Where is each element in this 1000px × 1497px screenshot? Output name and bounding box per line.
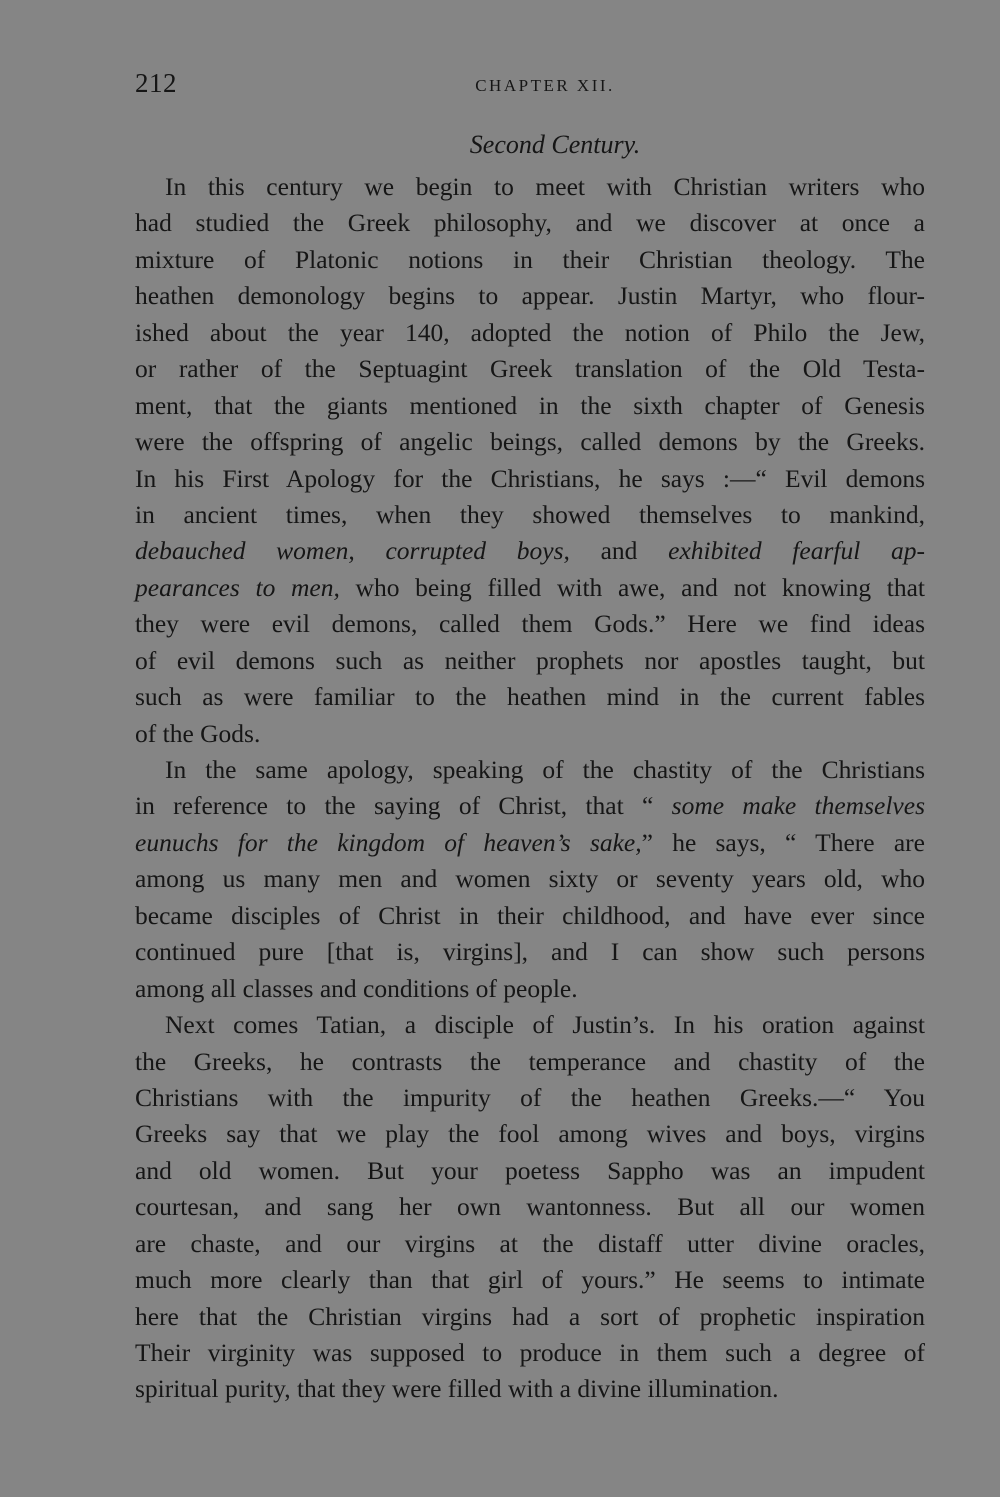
page-number: 212 bbox=[135, 68, 177, 98]
italic-text: debauched women, corrupted boys, bbox=[135, 536, 570, 566]
text-line: Next comes Tatian, a disciple of Justin’s. In his oration against bbox=[165, 1010, 925, 1040]
text-line: ished about the year 140, adopted the notion of Philo the Jew, bbox=[135, 317, 925, 347]
text-line: mixture of Platonic notions in their Christian theology. The bbox=[135, 244, 925, 274]
text-segment: who being filled with awe, and not knowing that bbox=[339, 572, 925, 602]
text-line: In this century we begin to meet with Christian writers who bbox=[165, 172, 925, 201]
page-header bbox=[135, 68, 925, 104]
italic-text: eunuchs for the kingdom of heaven’s sake, bbox=[135, 827, 642, 857]
text-line: courtesan, and sang her own wantonness. But all our women bbox=[135, 1192, 925, 1222]
text-segment: and bbox=[569, 536, 669, 566]
text-line: of the Gods. bbox=[135, 718, 261, 748]
text-line: or rather of the Septuagint Greek translation of the Old Testa- bbox=[135, 354, 925, 384]
text-line: of evil demons such as neither prophets nor apostles taught, but bbox=[135, 645, 925, 675]
body-text bbox=[135, 169, 925, 1408]
text-line: much more clearly than that girl of yours.” He seems to intimate bbox=[135, 1265, 925, 1295]
text-line: are chaste, and our virgins at the distaff utter divine oracles, bbox=[135, 1228, 925, 1258]
italic-text: pearances to men, bbox=[135, 572, 340, 602]
italic-text: exhibited fearful ap- bbox=[668, 536, 925, 566]
text-line: such as were familiar to the heathen mind in the current fables bbox=[135, 682, 925, 712]
text-segment: in reference to the saying of Christ, that “ bbox=[135, 791, 672, 821]
text-line: Greeks say that we play the fool among wives and boys, virgins bbox=[135, 1119, 925, 1149]
text-line: ment, that the giants mentioned in the sixth chapter of Genesis bbox=[135, 390, 925, 420]
text-line bbox=[135, 825, 925, 861]
text-line: were the offspring of angelic beings, called demons by the Greeks. bbox=[135, 427, 925, 457]
text-segment: ” he says, “ There are bbox=[641, 827, 925, 857]
text-line: In his First Apology for the Christians, he says :—“ Evil demons bbox=[135, 463, 925, 493]
text-line: In the same apology, speaking of the chastity of the Christians bbox=[165, 755, 925, 784]
text-line: Christians with the impurity of the heathen Greeks.—“ You bbox=[135, 1082, 925, 1112]
text-line: continued pure [that is, virgins], and I can show such persons bbox=[135, 937, 925, 967]
text-line bbox=[135, 533, 925, 569]
italic-text: some make themselves bbox=[671, 791, 925, 821]
text-line: had studied the Greek philosophy, and we discover at once a bbox=[135, 208, 925, 238]
text-line: among us many men and women sixty or seventy years old, who bbox=[135, 864, 925, 894]
text-line: became disciples of Christ in their childhood, and have ever since bbox=[135, 900, 925, 930]
text-line: and old women. But your poetess Sappho was an impudent bbox=[135, 1155, 925, 1185]
text-line bbox=[135, 788, 925, 824]
text-line: among all classes and conditions of people. bbox=[135, 973, 578, 1003]
text-line: in ancient times, when they showed themselves to mankind, bbox=[135, 499, 925, 529]
running-head: CHAPTER XII. bbox=[475, 76, 615, 95]
text-line: Their virginity was supposed to produce in them such a degree of bbox=[135, 1338, 925, 1367]
text-line: spiritual purity, that they were filled with a divine illumination. bbox=[135, 1374, 779, 1404]
text-line: heathen demonology begins to appear. Justin Martyr, who flour- bbox=[135, 281, 925, 311]
text-line: they were evil demons, called them Gods.” Here we find ideas bbox=[135, 609, 925, 639]
text-line: the Greeks, he contrasts the temperance and chastity of the bbox=[135, 1046, 925, 1076]
text-line bbox=[135, 570, 925, 606]
text-line: here that the Christian virgins had a sort of prophetic inspiration bbox=[135, 1301, 925, 1331]
section-title: Second Century. bbox=[469, 130, 641, 159]
